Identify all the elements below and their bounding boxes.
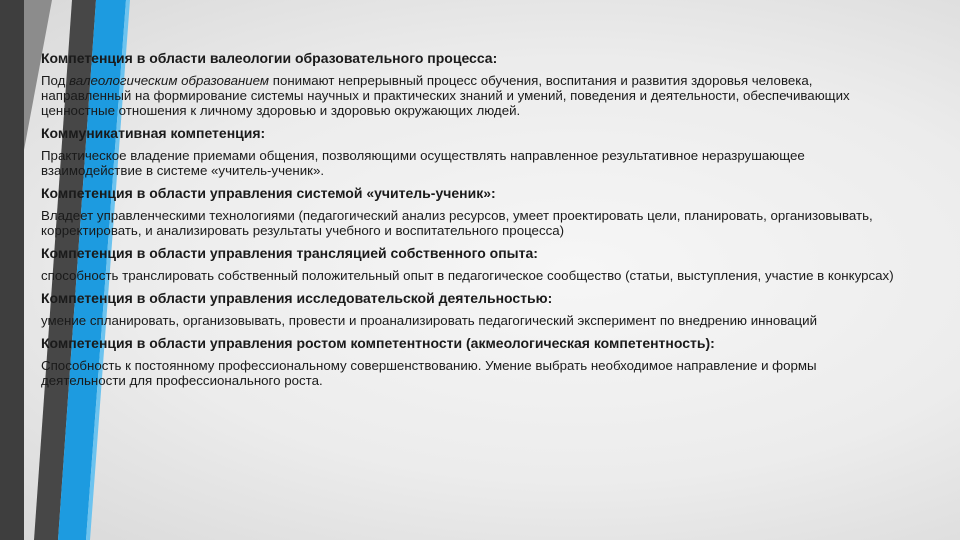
section-text: Способность к постоянному профессиональному совершенствованию. Умение выбрать необходимое направление и формы деятельности для профессионального роста.: [41, 358, 817, 388]
section-term: валеологическим образованием: [69, 73, 270, 88]
section-text: [41, 73, 901, 118]
section-heading: Компетенция в области управления системой «учитель-ученик»:: [41, 185, 496, 201]
section-growth: [41, 335, 901, 388]
slide-content: [41, 50, 901, 395]
section-text-intro: Под: [41, 73, 70, 88]
section-management: [41, 185, 901, 238]
section-heading: Компетенция в области управления трансляцией собственного опыта:: [41, 245, 538, 261]
section-text: Владеет управленческими технологиями (педагогический анализ ресурсов, умеет проектировать цели, планировать, организовывать, корректировать, и анализировать результаты учебного и воспитательного процесса): [41, 208, 873, 238]
section-experience: [41, 245, 901, 283]
section-text: Практическое владение приемами общения, позволяющими осуществлять направленное результативное неразрушающее взаимодействие в системе «учитель-ученик».: [41, 148, 805, 178]
section-communicative: [41, 125, 901, 178]
section-research: [41, 290, 901, 328]
section-text: умение спланировать, организовывать, провести и проанализировать педагогический эксперимент по внедрению инноваций: [41, 313, 818, 328]
section-valeology: [41, 50, 901, 118]
section-heading: Компетенция в области управления исследовательской деятельностью:: [41, 290, 553, 306]
dark-stripe-back: [0, 0, 24, 540]
section-text: способность транслировать собственный положительный опыт в педагогическое сообщество (статьи, выступления, участие в конкурсах): [41, 268, 894, 283]
section-heading: Компетенция в области управления ростом компетентности (акмеологическая компетентность):: [41, 335, 715, 351]
section-text-body: понимают непрерывный процесс обучения, воспитания и развития здоровья человека, направленный на формирование системы научных и практических знаний и умений, поведения и деятельности, обеспечивающих ценностные отношения к личному здоровью и здоровью окружающих людей.: [41, 73, 850, 118]
section-heading: Коммуникативная компетенция:: [41, 125, 266, 141]
section-heading: Компетенция в области валеологии образовательного процесса:: [41, 50, 498, 66]
